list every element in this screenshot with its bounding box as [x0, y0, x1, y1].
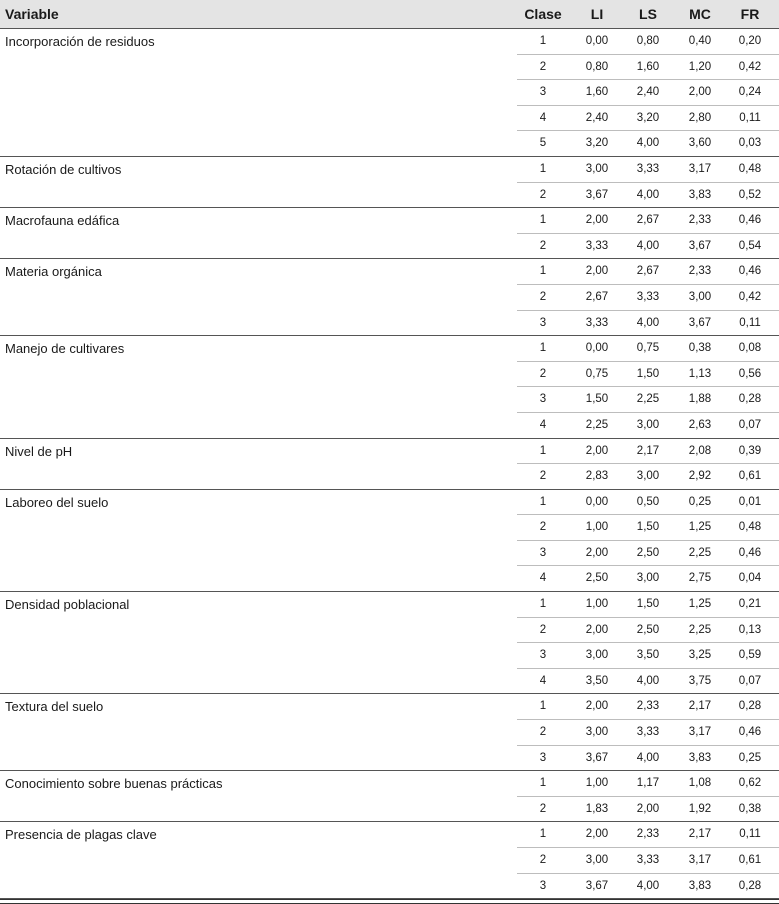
variable-name: Rotación de cultivos: [5, 161, 122, 177]
cell-fr: 0,11: [739, 828, 761, 841]
cell-li: 3,33: [585, 239, 609, 252]
header-li: LI: [590, 6, 604, 22]
header-ls: LS: [639, 6, 657, 22]
table-bottom-rule: [0, 899, 779, 904]
cell-ls: 2,00: [636, 802, 660, 815]
variable-name: Densidad poblacional: [5, 597, 130, 613]
cell-clase: 2: [539, 726, 547, 739]
variable-name: Macrofauna edáfica: [5, 213, 120, 229]
cell-clase: 3: [539, 546, 547, 559]
cell-li: 3,50: [585, 674, 609, 687]
cell-clase: 1: [539, 828, 547, 841]
cell-clase: 3: [539, 751, 547, 764]
cell-fr: 0,20: [738, 35, 762, 47]
cell-li: 3,20: [585, 137, 609, 150]
cell-ls: 2,50: [636, 546, 660, 559]
cell-fr: 0,59: [738, 649, 762, 662]
cell-li: 3,67: [585, 188, 609, 201]
cell-li: 2,00: [585, 444, 609, 457]
table-row: [0, 208, 779, 233]
cell-fr: 0,56: [738, 367, 762, 380]
cell-li: 1,00: [585, 521, 609, 534]
table-row: [517, 847, 779, 873]
cell-fr: 0,46: [738, 726, 762, 739]
cell-ls: 2,17: [636, 444, 660, 457]
cell-mc: 2,33: [688, 214, 712, 227]
cell-li: 2,25: [585, 418, 609, 431]
cell-clase: 3: [539, 393, 547, 406]
table-row: [0, 822, 779, 847]
cell-li: 3,00: [585, 726, 609, 739]
cell-clase: 4: [539, 572, 547, 585]
variable-name: Nivel de pH: [5, 443, 73, 459]
cell-fr: 0,28: [738, 393, 762, 406]
cell-clase: 2: [539, 188, 547, 201]
cell-clase: 1: [539, 162, 547, 175]
table-row: [517, 540, 779, 566]
header-clase: Clase: [524, 6, 562, 22]
cell-clase: 2: [539, 290, 547, 303]
cell-mc: 3,67: [688, 316, 712, 329]
cell-ls: 2,33: [636, 700, 660, 713]
cell-fr: 0,62: [738, 777, 762, 790]
cell-fr: 0,61: [738, 470, 762, 483]
table-row: [0, 771, 779, 796]
cell-clase: 4: [539, 674, 547, 687]
table-row: [517, 105, 779, 131]
cell-mc: 2,00: [688, 86, 712, 99]
cell-clase: 3: [539, 879, 547, 892]
table-row: [517, 617, 779, 643]
variable-group: [0, 592, 779, 694]
cell-ls: 0,75: [636, 342, 660, 355]
cell-fr: 0,46: [738, 214, 762, 227]
cell-fr: 0,61: [738, 854, 762, 866]
table-row: [517, 284, 779, 310]
cell-mc: 3,75: [688, 674, 712, 687]
cell-li: 3,33: [585, 316, 609, 329]
table-row: [0, 29, 779, 54]
cell-fr: 0,13: [738, 623, 762, 636]
table-header: [0, 0, 779, 29]
cell-ls: 2,25: [636, 393, 660, 406]
cell-li: 1,00: [585, 598, 609, 611]
cell-ls: 1,50: [636, 367, 660, 380]
cell-clase: 2: [539, 470, 547, 483]
cell-mc: 0,40: [688, 35, 712, 47]
table-row: [517, 719, 779, 745]
table-row: [0, 592, 779, 617]
cell-clase: 4: [539, 418, 547, 431]
cell-li: 1,50: [585, 393, 609, 406]
table-row: [517, 182, 779, 208]
cell-fr: 0,11: [739, 111, 761, 124]
cell-clase: 2: [539, 367, 547, 380]
cell-clase: 1: [539, 700, 547, 713]
table-body: [0, 29, 779, 904]
cell-li: 0,00: [585, 35, 609, 47]
cell-ls: 3,20: [636, 111, 660, 124]
table-row: [517, 873, 779, 899]
variable-group: [0, 29, 779, 157]
cell-li: 0,75: [585, 367, 609, 380]
cell-li: 2,00: [585, 265, 609, 278]
cell-mc: 3,17: [688, 162, 712, 175]
cell-clase: 1: [539, 214, 547, 227]
cell-mc: 2,33: [688, 265, 712, 278]
table-row: [517, 233, 779, 259]
variable-group: [0, 259, 779, 336]
variable-group: [0, 771, 779, 822]
cell-li: 2,00: [585, 214, 609, 227]
table-row: [0, 490, 779, 515]
cell-clase: 2: [539, 802, 547, 815]
cell-mc: 3,60: [688, 137, 712, 150]
table-row: [517, 565, 779, 591]
header-variable: Variable: [5, 6, 59, 22]
cell-li: 3,00: [585, 162, 609, 175]
cell-ls: 0,50: [636, 495, 660, 508]
cell-mc: 0,25: [688, 495, 712, 508]
cell-mc: 2,25: [688, 546, 712, 559]
cell-clase: 1: [539, 35, 547, 47]
table-row: [517, 514, 779, 540]
cell-ls: 3,00: [636, 418, 660, 431]
cell-fr: 0,54: [738, 239, 762, 252]
cell-li: 0,80: [585, 60, 609, 73]
cell-ls: 1,17: [636, 777, 660, 790]
cell-clase: 1: [539, 444, 547, 457]
cell-li: 2,40: [585, 111, 609, 124]
cell-mc: 2,92: [688, 470, 712, 483]
cell-fr: 0,07: [738, 418, 762, 431]
cell-li: 3,00: [585, 854, 609, 866]
variable-name: Incorporación de residuos: [5, 34, 155, 49]
cell-fr: 0,42: [738, 290, 762, 303]
cell-fr: 0,28: [738, 700, 762, 713]
variable-name: Laboreo del suelo: [5, 494, 109, 510]
cell-clase: 4: [539, 111, 547, 124]
table-row: [517, 54, 779, 80]
table-row: [517, 668, 779, 694]
variable-group: [0, 336, 779, 438]
variable-group: [0, 822, 779, 899]
cell-clase: 1: [539, 495, 547, 508]
cell-mc: 1,25: [688, 598, 712, 611]
cell-ls: 4,00: [636, 137, 660, 150]
cell-ls: 3,33: [636, 854, 660, 866]
variable-group: [0, 694, 779, 771]
cell-ls: 4,00: [636, 239, 660, 252]
cell-ls: 3,33: [636, 290, 660, 303]
table-row: [0, 694, 779, 719]
cell-fr: 0,04: [738, 572, 762, 585]
cell-li: 1,00: [585, 777, 609, 790]
cell-mc: 1,20: [688, 60, 712, 73]
cell-mc: 3,83: [688, 188, 712, 201]
cell-ls: 2,67: [636, 214, 660, 227]
cell-mc: 3,00: [688, 290, 712, 303]
cell-clase: 2: [539, 60, 547, 73]
cell-ls: 4,00: [636, 188, 660, 201]
table-row: [0, 336, 779, 361]
table-row: [517, 463, 779, 489]
cell-fr: 0,42: [738, 60, 762, 73]
cell-fr: 0,28: [738, 879, 762, 892]
header-mc: MC: [689, 6, 711, 22]
cell-mc: 1,88: [688, 393, 712, 406]
cell-mc: 3,83: [688, 879, 712, 892]
variable-name: Manejo de cultivares: [5, 341, 125, 357]
cell-li: 1,60: [585, 86, 609, 99]
cell-ls: 4,00: [636, 751, 660, 764]
cell-mc: 3,25: [688, 649, 712, 662]
cell-li: 3,67: [585, 879, 609, 892]
table-row: [517, 412, 779, 438]
cell-ls: 2,33: [636, 828, 660, 841]
cell-mc: 2,75: [688, 572, 712, 585]
cell-ls: 4,00: [636, 879, 660, 892]
cell-ls: 3,00: [636, 470, 660, 483]
cell-clase: 3: [539, 649, 547, 662]
variable-name: Textura del suelo: [5, 699, 104, 715]
cell-fr: 0,01: [738, 495, 762, 508]
cell-ls: 0,80: [636, 35, 660, 47]
cell-mc: 0,38: [688, 342, 712, 355]
table-row: [517, 642, 779, 668]
table-row: [517, 386, 779, 412]
cell-ls: 1,60: [636, 60, 660, 73]
cell-fr: 0,07: [738, 674, 762, 687]
variable-group: [0, 157, 779, 208]
cell-mc: 2,08: [688, 444, 712, 457]
cell-li: 0,00: [585, 495, 609, 508]
cell-ls: 1,50: [636, 521, 660, 534]
cell-li: 2,50: [585, 572, 609, 585]
cell-ls: 3,33: [636, 162, 660, 175]
cell-fr: 0,25: [738, 751, 762, 764]
cell-fr: 0,46: [738, 546, 762, 559]
cell-li: 2,00: [585, 623, 609, 636]
cell-fr: 0,39: [738, 444, 762, 457]
cell-clase: 1: [539, 598, 547, 611]
cell-mc: 2,63: [688, 418, 712, 431]
cell-ls: 3,00: [636, 572, 660, 585]
cell-li: 1,83: [585, 802, 609, 815]
cell-clase: 2: [539, 623, 547, 636]
cell-clase: 3: [539, 316, 547, 329]
cell-ls: 2,40: [636, 86, 660, 99]
variable-name: Materia orgánica: [5, 264, 102, 280]
cell-fr: 0,03: [738, 137, 762, 150]
cell-fr: 0,48: [738, 521, 762, 534]
variable-group: [0, 490, 779, 592]
cell-ls: 2,50: [636, 623, 660, 636]
cell-mc: 3,17: [688, 854, 712, 866]
cell-clase: 3: [539, 86, 547, 99]
cell-mc: 3,67: [688, 239, 712, 252]
cell-mc: 1,92: [688, 802, 712, 815]
cell-li: 3,67: [585, 751, 609, 764]
cell-clase: 1: [539, 777, 547, 790]
cell-ls: 3,50: [636, 649, 660, 662]
cell-clase: 2: [539, 854, 547, 866]
cell-fr: 0,52: [738, 188, 762, 201]
table-row: [517, 745, 779, 771]
cell-ls: 4,00: [636, 316, 660, 329]
table-row: [0, 157, 779, 182]
cell-li: 0,00: [585, 342, 609, 355]
cell-clase: 5: [539, 137, 547, 150]
cell-li: 2,00: [585, 828, 609, 841]
cell-mc: 1,08: [688, 777, 712, 790]
cell-mc: 3,17: [688, 726, 712, 739]
cell-mc: 2,25: [688, 623, 712, 636]
cell-ls: 2,67: [636, 265, 660, 278]
cell-li: 2,83: [585, 470, 609, 483]
cell-mc: 3,83: [688, 751, 712, 764]
cell-clase: 1: [539, 342, 547, 355]
cell-fr: 0,08: [738, 342, 762, 355]
cell-fr: 0,11: [739, 316, 761, 329]
cell-fr: 0,38: [738, 802, 762, 815]
variable-name: Presencia de plagas clave: [5, 827, 157, 843]
cell-mc: 2,80: [688, 111, 712, 124]
variable-name: Conocimiento sobre buenas prácticas: [5, 776, 223, 792]
cell-li: 2,00: [585, 700, 609, 713]
cell-clase: 2: [539, 521, 547, 534]
table-row: [517, 310, 779, 336]
table-row: [517, 361, 779, 387]
cell-ls: 4,00: [636, 674, 660, 687]
cell-clase: 2: [539, 239, 547, 252]
table-row: [0, 439, 779, 464]
cell-mc: 1,25: [688, 521, 712, 534]
cell-li: 3,00: [585, 649, 609, 662]
cell-mc: 2,17: [688, 828, 712, 841]
table-row: [517, 79, 779, 105]
table-row: [517, 130, 779, 156]
header-fr: FR: [740, 6, 760, 22]
cell-li: 2,00: [585, 546, 609, 559]
cell-clase: 1: [539, 265, 547, 278]
cell-mc: 1,13: [688, 367, 712, 380]
cell-fr: 0,21: [738, 598, 762, 611]
cell-ls: 1,50: [636, 598, 660, 611]
table-row: [0, 259, 779, 284]
variable-group: [0, 439, 779, 490]
cell-fr: 0,48: [738, 162, 762, 175]
cell-li: 2,67: [585, 290, 609, 303]
table-row: [517, 796, 779, 822]
cell-fr: 0,24: [738, 86, 762, 99]
cell-ls: 3,33: [636, 726, 660, 739]
cell-mc: 2,17: [688, 700, 712, 713]
variable-group: [0, 208, 779, 259]
cell-fr: 0,46: [738, 265, 762, 278]
